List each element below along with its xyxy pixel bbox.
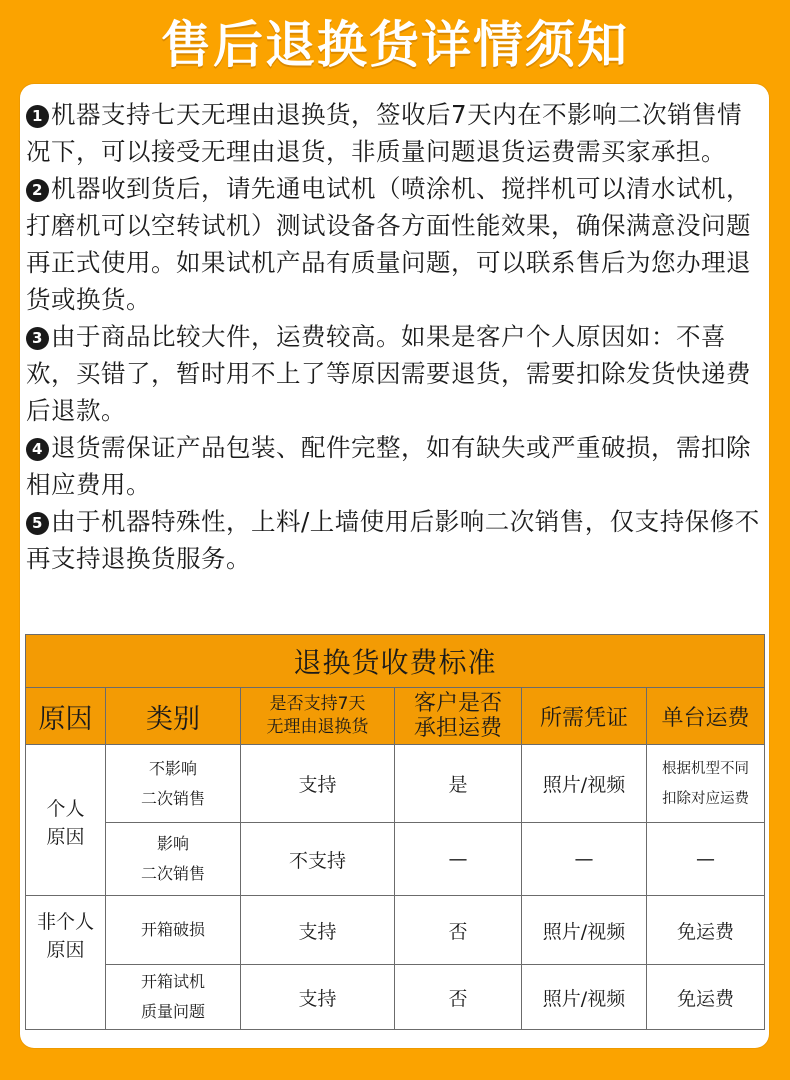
number-badge-icon: 2: [26, 179, 49, 202]
header-support-line1: 是否支持7天: [269, 694, 366, 714]
group-nonpersonal: [26, 896, 106, 1030]
table-row: [26, 745, 765, 823]
proof-cell: 照片/视频: [522, 965, 647, 1030]
number-badge-icon: 5: [26, 512, 49, 535]
table-title: 退换货收费标准: [26, 635, 765, 688]
group-nonpersonal-line2: 原因: [46, 939, 85, 961]
header-bear-line1: 客户是否: [413, 691, 502, 716]
table-row: [26, 965, 765, 1030]
number-badge-icon: 1: [26, 105, 49, 128]
header-bear-line2: 承担运费: [413, 716, 502, 741]
category-line1: 开箱试机: [140, 972, 205, 991]
note-item: [26, 429, 766, 503]
note-text: 由于机器特殊性，上料/上墙使用后影响二次销售，仅支持保修不再支持退换货服务。: [26, 507, 760, 573]
category-line1: 不影响: [148, 758, 197, 778]
table-title-row: [26, 635, 765, 688]
fee-cell: 免运费: [647, 965, 765, 1030]
fee-cell: 免运费: [647, 896, 765, 965]
table-header-row: [26, 688, 765, 745]
category-line2: 二次销售: [140, 864, 205, 883]
support-cell: 支持: [241, 896, 395, 965]
bear-cell: 否: [395, 965, 522, 1030]
support-cell: 支持: [241, 965, 395, 1030]
group-personal-line1: 个人: [46, 798, 85, 820]
number-badge-icon: 3: [26, 327, 49, 350]
notes-list: [26, 96, 766, 577]
proof-cell: 照片/视频: [522, 745, 647, 823]
support-cell: 不支持: [241, 823, 395, 896]
fee-line2: 扣除对应运费: [662, 790, 749, 807]
category-line2: 二次销售: [140, 788, 205, 808]
bear-cell: 否: [395, 896, 522, 965]
header-proof: 所需凭证: [522, 688, 647, 745]
category-line2: 质量问题: [140, 1002, 205, 1021]
banner: [0, 0, 790, 82]
category-cell: [106, 965, 241, 1030]
header-reason: 原因: [26, 688, 106, 745]
support-cell: 支持: [241, 745, 395, 823]
fee-table: [25, 634, 765, 1030]
table-row: [26, 896, 765, 965]
note-item: [26, 318, 766, 429]
group-personal-line2: 原因: [46, 826, 85, 848]
note-item: [26, 503, 766, 577]
category-cell: 开箱破损: [106, 896, 241, 965]
proof-cell: 照片/视频: [522, 896, 647, 965]
note-text: 机器支持七天无理由退换货，签收后7天内在不影响二次销售情况下，可以接受无理由退货，非质量问题退货运费需买家承担。: [26, 100, 743, 166]
proof-cell: —: [522, 823, 647, 896]
note-item: [26, 170, 766, 318]
category-cell: [106, 823, 241, 896]
category-line1: 影响: [156, 834, 189, 853]
fee-cell: —: [647, 823, 765, 896]
note-text: 退货需保证产品包装、配件完整，如有缺失或严重破损，需扣除相应费用。: [26, 433, 751, 499]
group-personal: [26, 745, 106, 896]
header-support: [241, 688, 395, 745]
group-nonpersonal-line1: 非个人: [36, 911, 94, 933]
bear-cell: —: [395, 823, 522, 896]
page-title: 售后退换货详情须知: [161, 16, 629, 74]
number-badge-icon: 4: [26, 438, 49, 461]
note-item: [26, 96, 766, 170]
fee-cell: [647, 745, 765, 823]
content-card: [20, 84, 769, 1048]
note-text: 由于商品比较大件，运费较高。如果是客户个人原因如：不喜欢，买错了，暂时用不上了等原因需要退货，需要扣除发货快递费后退款。: [26, 322, 751, 425]
header-fee: 单台运费: [647, 688, 765, 745]
bear-cell: 是: [395, 745, 522, 823]
header-category: 类别: [106, 688, 241, 745]
header-support-line2: 无理由退换货: [266, 717, 369, 737]
category-cell: [106, 745, 241, 823]
table-row: [26, 823, 765, 896]
fee-line1: 根据机型不同: [662, 760, 749, 777]
header-bear: [395, 688, 522, 745]
note-text: 机器收到货后，请先通电试机（喷涂机、搅拌机可以清水试机，打磨机可以空转试机）测试设备各方面性能效果，确保满意没问题再正式使用。如果试机产品有质量问题，可以联系售后为您办理退货或换货。: [26, 174, 751, 314]
